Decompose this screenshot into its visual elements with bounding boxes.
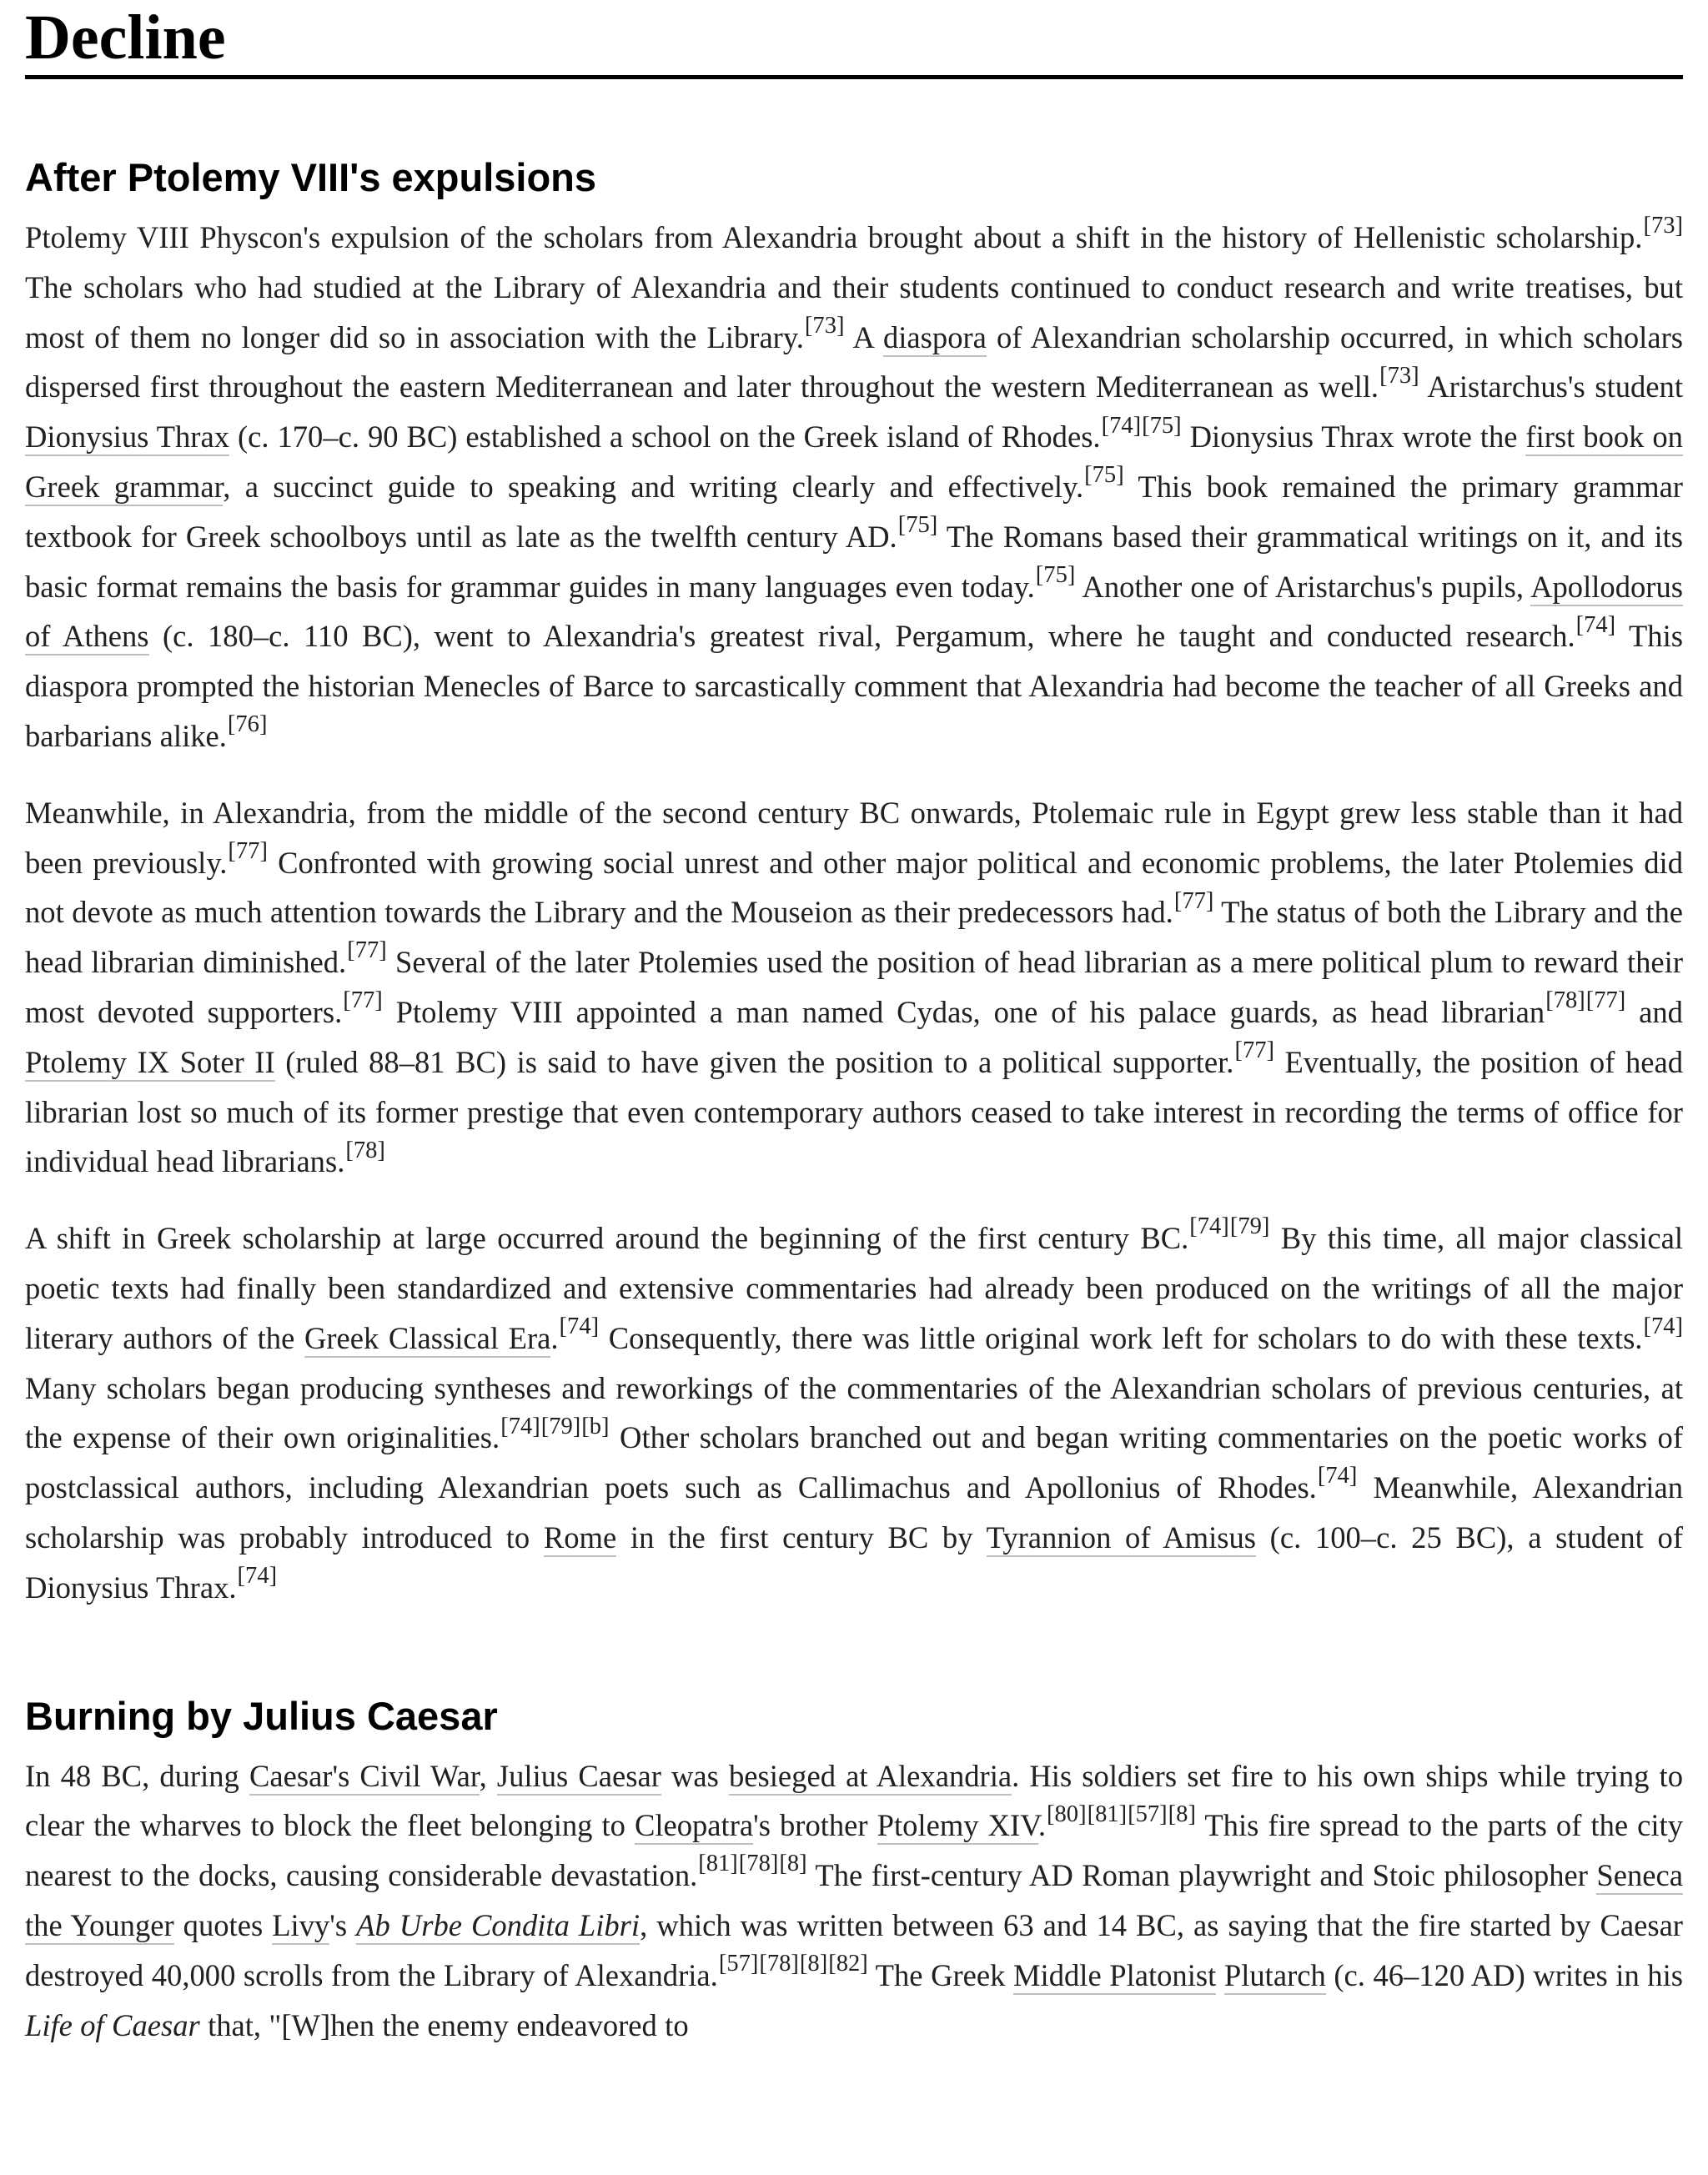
link-livy[interactable]: Livy (272, 1908, 329, 1945)
paragraph-text: This fire spread to the parts of the city nearest to the docks, causing considerable devastation. (25, 1808, 1683, 1893)
citation-reference[interactable]: [80] (1047, 1801, 1087, 1827)
paragraph-text: (c. 170–c. 90 BC) established a school on the Greek island of Rhodes. (229, 419, 1101, 455)
citation-reference[interactable]: [74] (1101, 412, 1142, 439)
paragraph-text: 's (329, 1907, 357, 1942)
section-heading-decline: Decline (25, 0, 1683, 79)
citation-reference[interactable]: [57] (1128, 1801, 1168, 1827)
paragraph-text: Other scholars branched out and began writing commentaries on the poetic works of postclassical authors, including Alexandrian poets such as Callimachus and Apollonius of Rhodes. (25, 1420, 1683, 1505)
link-seneca-the-younger[interactable]: Seneca the Younger (25, 1858, 1683, 1945)
paragraph-text: . (1037, 1808, 1047, 1843)
citation-reference[interactable]: [78] (759, 1951, 799, 1977)
citation-reference[interactable]: [77] (343, 987, 383, 1014)
citation-reference[interactable]: [75] (897, 512, 938, 539)
link-middle-platonist[interactable]: Middle Platonist (1013, 1958, 1216, 1995)
link-first-book-on-greek-grammar[interactable]: first book on Greek grammar (25, 419, 1683, 506)
paragraph-text: was (661, 1758, 730, 1793)
paragraph-text: This diaspora prompted the historian Menecles of Barce to sarcastically comment that Alexandria had become the teacher of all Greeks and barbarians alike. (25, 619, 1683, 753)
paragraph-text: , which was written between 63 and 14 BC, as saying that the fire started by Caesar destroyed 40,000 scrolls from the Library of Alexandria. (25, 1907, 1683, 1992)
paragraph-text: In 48 BC, during (25, 1758, 249, 1793)
paragraph-text: Dionysius Thrax wrote the (1181, 419, 1526, 455)
link-text: Ab Urbe Condita Libri (356, 1907, 640, 1942)
citation-reference[interactable]: [78] (738, 1851, 779, 1877)
paragraph-text: . His soldiers set fire to his own ships while trying to clear the wharves to block the fleet belonging to (25, 1758, 1683, 1843)
paragraph-text: of Alexandrian scholarship occurred, in which scholars dispersed first throughout the eastern Mediterranean and later throughout the western Mediterranean as well. (25, 319, 1683, 404)
paragraph-text: The status of both the Library and the head librarian diminished. (25, 895, 1684, 980)
citation-reference[interactable]: [77] (1585, 987, 1626, 1014)
paragraph-text: The Greek (867, 1957, 1014, 1992)
paragraph-text: Another one of Aristarchus's pupils, (1075, 569, 1531, 604)
citation-reference[interactable]: [8] (799, 1951, 828, 1977)
citation-reference[interactable]: [74] (559, 1314, 600, 1340)
link-cleopatra[interactable]: Cleopatra (635, 1808, 753, 1845)
paragraph-text: Meanwhile, Alexandrian scholarship was probably introduced to (25, 1470, 1683, 1555)
citation-reference[interactable]: [74] (500, 1413, 540, 1439)
citation-reference[interactable]: [74] (1575, 611, 1616, 638)
italic-title: Life of Caesar (25, 2007, 200, 2042)
paragraph-text: The scholars who had studied at the Library of Alexandria and their students continued to conduct research and write treatises, but most of them no longer did so in association with the Library. (25, 269, 1683, 354)
paragraph-text: This book remained the primary grammar textbook for Greek schoolboys until as late as the twelfth century AD. (25, 469, 1683, 554)
paragraph-text: Many scholars began producing syntheses and reworkings of the commentaries of the Alexandrian scholars of previous centuries, at the expense of their own originalities. (25, 1370, 1683, 1455)
citation-reference[interactable]: [81] (1087, 1801, 1128, 1827)
citation-reference[interactable]: [b] (581, 1413, 610, 1439)
paragraph-text: A shift in Greek scholarship at large occurred around the beginning of the first century BC. (25, 1221, 1189, 1256)
paragraph-text: Confronted with growing social unrest and other major political and economic problems, the later Ptolemies did not devote as much attention towards the Library and the Mouseion as their predecessors had. (25, 845, 1683, 930)
citation-reference[interactable]: [75] (1035, 561, 1076, 588)
paragraph (25, 1213, 1683, 1612)
citation-reference[interactable]: [74] (237, 1563, 278, 1590)
link-ptolemy-xiv[interactable]: Ptolemy XIV (877, 1808, 1038, 1845)
citation-reference[interactable]: [76] (227, 711, 268, 738)
link-caesar-s-civil-war[interactable]: Caesar's Civil War (249, 1759, 480, 1796)
paragraph-text: Several of the later Ptolemies used the position of head librarian as a mere political plum to reward their most devoted supporters. (25, 945, 1683, 1029)
citation-reference[interactable]: [73] (1643, 213, 1683, 239)
paragraph-text: Ptolemy VIII appointed a man named Cydas, one of his palace guards, as head librarian (382, 994, 1545, 1029)
link-apollodorus-of-athens[interactable]: Apollodorus of Athens (25, 570, 1683, 656)
link-diaspora[interactable]: diaspora (883, 320, 987, 357)
paragraph-text: (c. 180–c. 110 BC), went to Alexandria's greatest rival, Pergamum, where he taught and conducted research. (148, 619, 1575, 654)
link-greek-classical-era[interactable]: Greek Classical Era (304, 1321, 550, 1358)
link-tyrannion-of-amisus[interactable]: Tyrannion of Amisus (987, 1520, 1256, 1557)
citation-reference[interactable]: [73] (1379, 362, 1419, 389)
citation-reference[interactable]: [79] (1229, 1213, 1270, 1240)
paragraph-text: 's brother (753, 1808, 877, 1843)
paragraph-text (1216, 1958, 1224, 1992)
citation-reference[interactable]: [75] (1142, 412, 1182, 439)
paragraph-text: A (844, 319, 883, 354)
citation-reference[interactable]: [75] (1084, 462, 1124, 489)
citation-reference[interactable]: [74] (1189, 1213, 1229, 1240)
paragraph-text: Eventually, the position of head librarian lost so much of its former prestige that even contemporary authors ceased to take interest in recording the terms of office for individual head librarians. (25, 1044, 1683, 1179)
link-besieged-at-alexandria[interactable]: besieged at Alexandria (729, 1759, 1012, 1796)
paragraph-text: By this time, all major classical poetic texts had finally been standardized and extensive commentaries had already been produced on the writings of all the major literary authors of the (25, 1221, 1683, 1355)
link-ab-urbe-condita-libri[interactable] (356, 1908, 640, 1945)
citation-reference[interactable]: [78] (345, 1137, 385, 1163)
link-julius-caesar[interactable]: Julius Caesar (497, 1759, 661, 1796)
paragraph-text: Aristarchus's student (1419, 369, 1683, 404)
paragraph-text: (ruled 88–81 BC) is said to have given the position to a political supporter. (274, 1044, 1234, 1079)
paragraph-text: (c. 100–c. 25 BC), a student of Dionysius Thrax. (25, 1519, 1683, 1605)
paragraph-text: . (550, 1320, 559, 1355)
paragraph-text: Consequently, there was little original work left for scholars to do with these texts. (599, 1320, 1643, 1355)
subsection-heading-burning-caesar: Burning by Julius Caesar (25, 1693, 498, 1738)
citation-reference[interactable]: [81] (698, 1851, 738, 1877)
subsection-heading-ptolemy-expulsions: After Ptolemy VIII's expulsions (25, 155, 597, 199)
paragraph (25, 1751, 1683, 2051)
citation-reference[interactable]: [77] (228, 837, 268, 864)
citation-reference[interactable]: [82] (828, 1951, 868, 1977)
paragraph-text: that, "[W]hen the enemy endeavored to (199, 2007, 689, 2042)
paragraph-text: (c. 46–120 AD) writes in his (1325, 1957, 1683, 1992)
paragraph-text: Ptolemy VIII Physcon's expulsion of the scholars from Alexandria brought about a shift in the history of Hellenistic scholarship. (25, 220, 1643, 254)
link-rome[interactable]: Rome (544, 1520, 616, 1557)
citation-reference[interactable]: [79] (540, 1413, 581, 1439)
citation-reference[interactable]: [73] (804, 312, 845, 339)
citation-reference[interactable]: [77] (1234, 1037, 1274, 1064)
paragraph-text: in the first century BC by (616, 1519, 987, 1555)
link-plutarch[interactable]: Plutarch (1224, 1958, 1326, 1995)
citation-reference[interactable]: [8] (779, 1851, 807, 1877)
citation-reference[interactable]: [78] (1545, 987, 1585, 1014)
citation-reference[interactable]: [77] (347, 937, 387, 964)
paragraph-text: The Romans based their grammatical writings on it, and its basic format remains the basis for grammar guides in many languages even today. (25, 519, 1684, 604)
paragraph-text: The first-century AD Roman playwright and Stoic philosopher (806, 1858, 1597, 1893)
paragraph (25, 788, 1683, 1187)
paragraph-text: Meanwhile, in Alexandria, from the middle of the second century BC onwards, Ptolemaic rule in Egypt grew less stable than it had been previously. (25, 795, 1683, 880)
citation-reference[interactable]: [74] (1643, 1314, 1684, 1340)
paragraph-text: quotes (173, 1907, 273, 1942)
citation-reference[interactable]: [8] (1168, 1801, 1196, 1827)
link-ptolemy-ix-soter-ii[interactable]: Ptolemy IX Soter II (25, 1045, 275, 1082)
citation-reference[interactable]: [57] (718, 1951, 759, 1977)
citation-reference[interactable]: [77] (1173, 887, 1214, 914)
paragraph-text: , a succinct guide to speaking and writing clearly and effectively. (223, 469, 1084, 504)
link-dionysius-thrax[interactable]: Dionysius Thrax (25, 419, 229, 456)
citation-reference[interactable]: [74] (1317, 1463, 1358, 1489)
paragraph-text: , (479, 1758, 497, 1793)
paragraph-text: and (1625, 994, 1683, 1029)
paragraph (25, 213, 1683, 761)
